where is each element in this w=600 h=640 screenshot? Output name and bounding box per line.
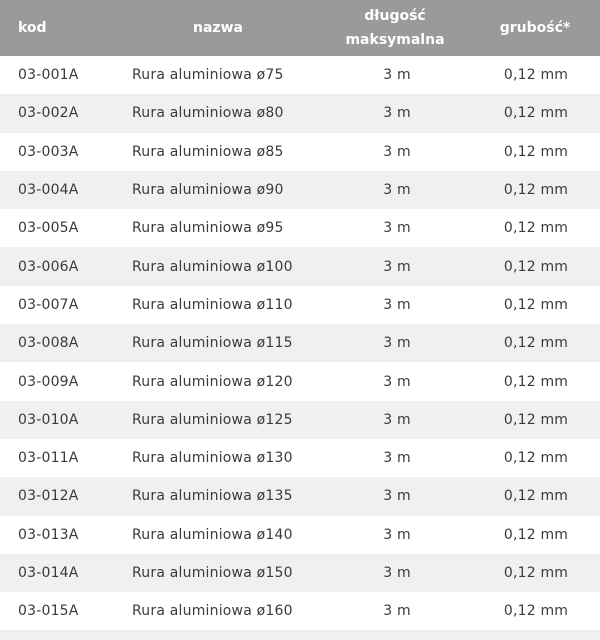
row-code: 03-003A <box>18 143 79 160</box>
row-name: Rura aluminiowa ø125 <box>132 411 293 428</box>
table-row <box>0 94 600 132</box>
row-thickness: 0,12 mm <box>503 603 569 620</box>
row-code: 03-010A <box>18 411 79 428</box>
row-name: Rura aluminiowa ø140 <box>132 526 293 543</box>
row-length: 3 m <box>383 526 411 543</box>
header-name: nazwa <box>193 20 243 36</box>
table-row <box>0 477 600 515</box>
row-code: 03-011A <box>18 450 79 467</box>
row-thickness: 0,12 mm <box>503 450 569 467</box>
row-name: Rura aluminiowa ø115 <box>132 335 293 352</box>
row-length: 3 m <box>383 411 411 428</box>
row-thickness: 0,12 mm <box>503 335 569 352</box>
row-code: 03-014A <box>18 565 79 581</box>
row-length: 3 m <box>383 105 411 122</box>
table-row <box>0 133 600 171</box>
table-row <box>0 554 600 592</box>
row-length: 3 m <box>383 450 411 467</box>
table-row <box>0 209 600 247</box>
row-length: 3 m <box>383 67 411 84</box>
row-length: 3 m <box>383 488 411 505</box>
row-name: Rura aluminiowa ø110 <box>132 296 293 313</box>
row-thickness: 0,12 mm <box>503 182 569 199</box>
row-code: 03-009A <box>18 373 79 390</box>
table-row <box>0 439 600 477</box>
row-code: 03-001A <box>18 67 79 84</box>
table-row <box>0 247 600 285</box>
row-code: 03-012A <box>18 488 79 505</box>
row-length: 3 m <box>383 143 411 160</box>
row-name: Rura aluminiowa ø85 <box>132 143 284 160</box>
row-thickness: 0,12 mm <box>503 105 569 122</box>
row-name: Rura aluminiowa ø150 <box>132 565 293 581</box>
row-thickness: 0,12 mm <box>503 526 569 543</box>
row-thickness: 0,12 mm <box>503 488 569 505</box>
row-thickness: 0,12 mm <box>503 220 569 237</box>
row-name: Rura aluminiowa ø135 <box>132 488 293 505</box>
row-length: 3 m <box>383 565 411 581</box>
row-code: 03-005A <box>18 220 79 237</box>
row-thickness: 0,12 mm <box>503 411 569 428</box>
table-row <box>0 362 600 400</box>
row-thickness: 0,12 mm <box>503 143 569 160</box>
header-length: długość maksymalna <box>345 8 445 48</box>
row-length: 3 m <box>383 603 411 620</box>
row-length: 3 m <box>383 296 411 313</box>
row-code: 03-007A <box>18 296 79 313</box>
row-name: Rura aluminiowa ø120 <box>132 373 293 390</box>
row-length: 3 m <box>383 182 411 199</box>
row-thickness: 0,12 mm <box>503 258 569 275</box>
row-name: Rura aluminiowa ø75 <box>132 67 284 84</box>
row-length: 3 m <box>383 258 411 275</box>
header-thickness: grubość* <box>499 20 571 36</box>
row-code: 03-002A <box>18 105 79 122</box>
table-row <box>0 592 600 630</box>
row-name: Rura aluminiowa ø130 <box>132 450 293 467</box>
header-code: kod <box>18 20 47 36</box>
row-thickness: 0,12 mm <box>503 565 569 581</box>
table-row-partial <box>0 630 600 640</box>
row-code: 03-008A <box>18 335 79 352</box>
row-thickness: 0,12 mm <box>503 67 569 84</box>
row-thickness: 0,12 mm <box>503 296 569 313</box>
row-name: Rura aluminiowa ø160 <box>132 603 293 620</box>
row-code: 03-015A <box>18 603 79 620</box>
row-name: Rura aluminiowa ø95 <box>132 220 284 237</box>
table-body <box>0 56 600 630</box>
table-row <box>0 516 600 554</box>
row-name: Rura aluminiowa ø90 <box>132 182 284 199</box>
table-header <box>0 0 600 56</box>
row-name: Rura aluminiowa ø80 <box>132 105 284 122</box>
row-length: 3 m <box>383 335 411 352</box>
row-length: 3 m <box>383 220 411 237</box>
table-row <box>0 324 600 362</box>
row-code: 03-006A <box>18 258 79 275</box>
row-length: 3 m <box>383 373 411 390</box>
row-code: 03-004A <box>18 182 79 199</box>
table-row <box>0 56 600 94</box>
row-code: 03-013A <box>18 526 79 543</box>
table-row <box>0 401 600 439</box>
row-thickness: 0,12 mm <box>503 373 569 390</box>
row-name: Rura aluminiowa ø100 <box>132 258 293 275</box>
table-row <box>0 171 600 209</box>
table-row <box>0 286 600 324</box>
